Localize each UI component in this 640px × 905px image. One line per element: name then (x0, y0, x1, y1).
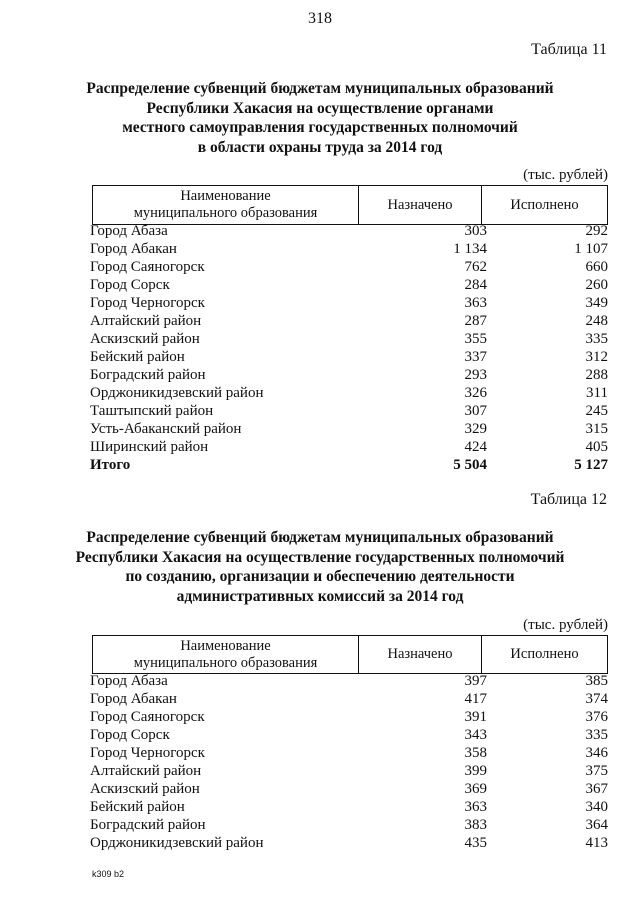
row-executed: 335 (585, 331, 608, 347)
table-row (90, 744, 610, 762)
row-name: Город Саяногорск (90, 709, 205, 725)
row-executed: 5 127 (574, 457, 608, 473)
row-name: Город Абакан (90, 691, 177, 707)
row-assigned: 435 (464, 835, 487, 851)
page-number: 318 (308, 10, 332, 27)
row-assigned: 287 (464, 313, 487, 329)
header-assigned-cell: Назначено (359, 636, 482, 673)
row-assigned: 397 (464, 673, 487, 689)
row-executed: 376 (585, 709, 608, 725)
row-name: Таштыпский район (90, 403, 214, 419)
table-12-header (92, 635, 608, 674)
row-executed: 405 (585, 439, 608, 455)
header-name-cell (93, 186, 359, 224)
footer-code: k309 b2 (92, 869, 125, 879)
row-assigned: 391 (464, 709, 487, 725)
header-name-cell (93, 636, 359, 673)
row-assigned: 1 134 (453, 241, 487, 257)
header-executed-cell: Исполнено (510, 646, 579, 662)
row-executed: 367 (585, 781, 608, 797)
table-row (90, 690, 610, 708)
table-row (90, 762, 610, 780)
table-row (90, 276, 610, 294)
row-executed: 364 (585, 817, 608, 833)
table-11-title (60, 79, 580, 157)
table-12-title (60, 528, 580, 606)
row-name: Орджоникидзевский район (90, 385, 264, 401)
row-name: Город Сорск (90, 277, 170, 293)
table-row (90, 816, 610, 834)
row-name: Город Саяногорск (90, 259, 205, 275)
row-assigned: 343 (464, 727, 487, 743)
table-row (90, 312, 610, 330)
row-name: Орджоникидзевский район (90, 835, 264, 851)
row-assigned: 284 (464, 277, 487, 293)
row-executed: 375 (585, 763, 608, 779)
title-line: Распределение субвенций бюджетам муниципальных образований (86, 80, 554, 97)
table-12-body (90, 672, 610, 852)
row-name: Город Сорск (90, 727, 170, 743)
table-row (90, 330, 610, 348)
table-row (90, 258, 610, 276)
row-assigned: 363 (464, 295, 487, 311)
row-executed: 385 (585, 673, 608, 689)
row-name: Итого (90, 457, 131, 473)
row-name: Бейский район (90, 349, 185, 365)
table-12-unit: (тыс. рублей) (523, 617, 608, 633)
table-row (90, 420, 610, 438)
row-executed: 288 (585, 367, 608, 383)
table-row (90, 366, 610, 384)
header-name-line1: Наименование (180, 637, 271, 654)
title-line: Республики Хакасия на осуществление органами (146, 99, 494, 117)
table-11-unit: (тыс. рублей) (523, 167, 608, 183)
row-name: Город Абаза (90, 673, 168, 689)
header-name-line1: Наименование (180, 188, 271, 204)
row-name: Аскизский район (90, 331, 200, 347)
row-assigned: 326 (464, 385, 487, 401)
row-executed: 346 (585, 745, 608, 761)
row-name: Город Абакан (90, 241, 177, 257)
header-assigned-cell: Назначено (359, 186, 482, 224)
header-executed-cell: Исполнено (510, 196, 579, 213)
row-name: Город Абаза (90, 223, 168, 239)
row-assigned: 762 (464, 259, 487, 275)
table-11-header (92, 185, 608, 225)
row-executed: 660 (585, 259, 608, 275)
row-name: Бейский район (90, 799, 185, 815)
row-name: Город Черногорск (90, 295, 205, 311)
row-assigned: 363 (464, 799, 487, 815)
table-row (90, 726, 610, 744)
row-executed: 311 (586, 385, 608, 401)
row-executed: 248 (585, 313, 608, 329)
row-assigned: 355 (464, 331, 487, 347)
row-assigned: 5 504 (453, 457, 487, 473)
row-executed: 413 (585, 835, 608, 851)
title-line: местного самоуправления государственных полномочий (122, 119, 518, 136)
table-row (90, 438, 610, 456)
row-assigned: 329 (464, 421, 487, 437)
title-line: Распределение субвенций бюджетам муниципальных образований (86, 529, 554, 546)
row-name: Алтайский район (90, 313, 202, 329)
table-row (90, 222, 610, 240)
table-12-label: Таблица 12 (530, 491, 607, 508)
row-name: Усть-Абаканский район (90, 421, 242, 437)
row-assigned: 417 (464, 691, 487, 707)
row-name: Ширинский район (90, 439, 209, 455)
row-executed: 335 (585, 727, 608, 743)
row-assigned: 307 (464, 403, 487, 419)
table-row (90, 240, 610, 258)
table-11-label: Таблица 11 (531, 41, 607, 58)
row-assigned: 303 (464, 223, 487, 239)
header-name-line2: муниципального образования (133, 654, 318, 671)
row-assigned: 337 (464, 349, 487, 365)
row-name: Боградский район (90, 817, 206, 833)
row-name: Город Черногорск (90, 745, 205, 761)
table-row (90, 402, 610, 420)
row-executed: 1 107 (574, 241, 608, 257)
table-row (90, 798, 610, 816)
row-assigned: 293 (464, 367, 487, 383)
total-row (90, 456, 610, 474)
table-row (90, 294, 610, 312)
row-assigned: 424 (464, 439, 487, 455)
row-name: Боградский район (90, 367, 206, 383)
title-line: административных комиссий за 2014 год (176, 587, 464, 605)
table-row (90, 348, 610, 366)
table-row (90, 834, 610, 852)
row-executed: 340 (585, 799, 608, 815)
table-11-body (90, 222, 610, 474)
row-assigned: 358 (464, 745, 487, 761)
row-executed: 315 (585, 421, 608, 437)
title-line: по созданию, организации и обеспечению деятельности (125, 568, 515, 585)
table-row (90, 780, 610, 798)
row-executed: 292 (585, 223, 608, 239)
row-executed: 312 (585, 349, 608, 365)
row-name: Аскизский район (90, 781, 200, 797)
row-assigned: 369 (464, 781, 487, 797)
row-executed: 245 (585, 403, 608, 419)
table-row (90, 672, 610, 690)
table-row (90, 384, 610, 402)
row-executed: 374 (585, 691, 608, 707)
row-name: Алтайский район (90, 763, 202, 779)
row-assigned: 383 (464, 817, 487, 833)
table-row (90, 708, 610, 726)
row-executed: 349 (585, 295, 608, 311)
header-name-line2: муниципального образования (133, 205, 318, 221)
title-line: в области охраны труда за 2014 год (197, 138, 443, 156)
title-line: Республики Хакасия на осуществление государственных полномочий (75, 548, 565, 566)
row-executed: 260 (585, 277, 608, 293)
row-assigned: 399 (464, 763, 487, 779)
